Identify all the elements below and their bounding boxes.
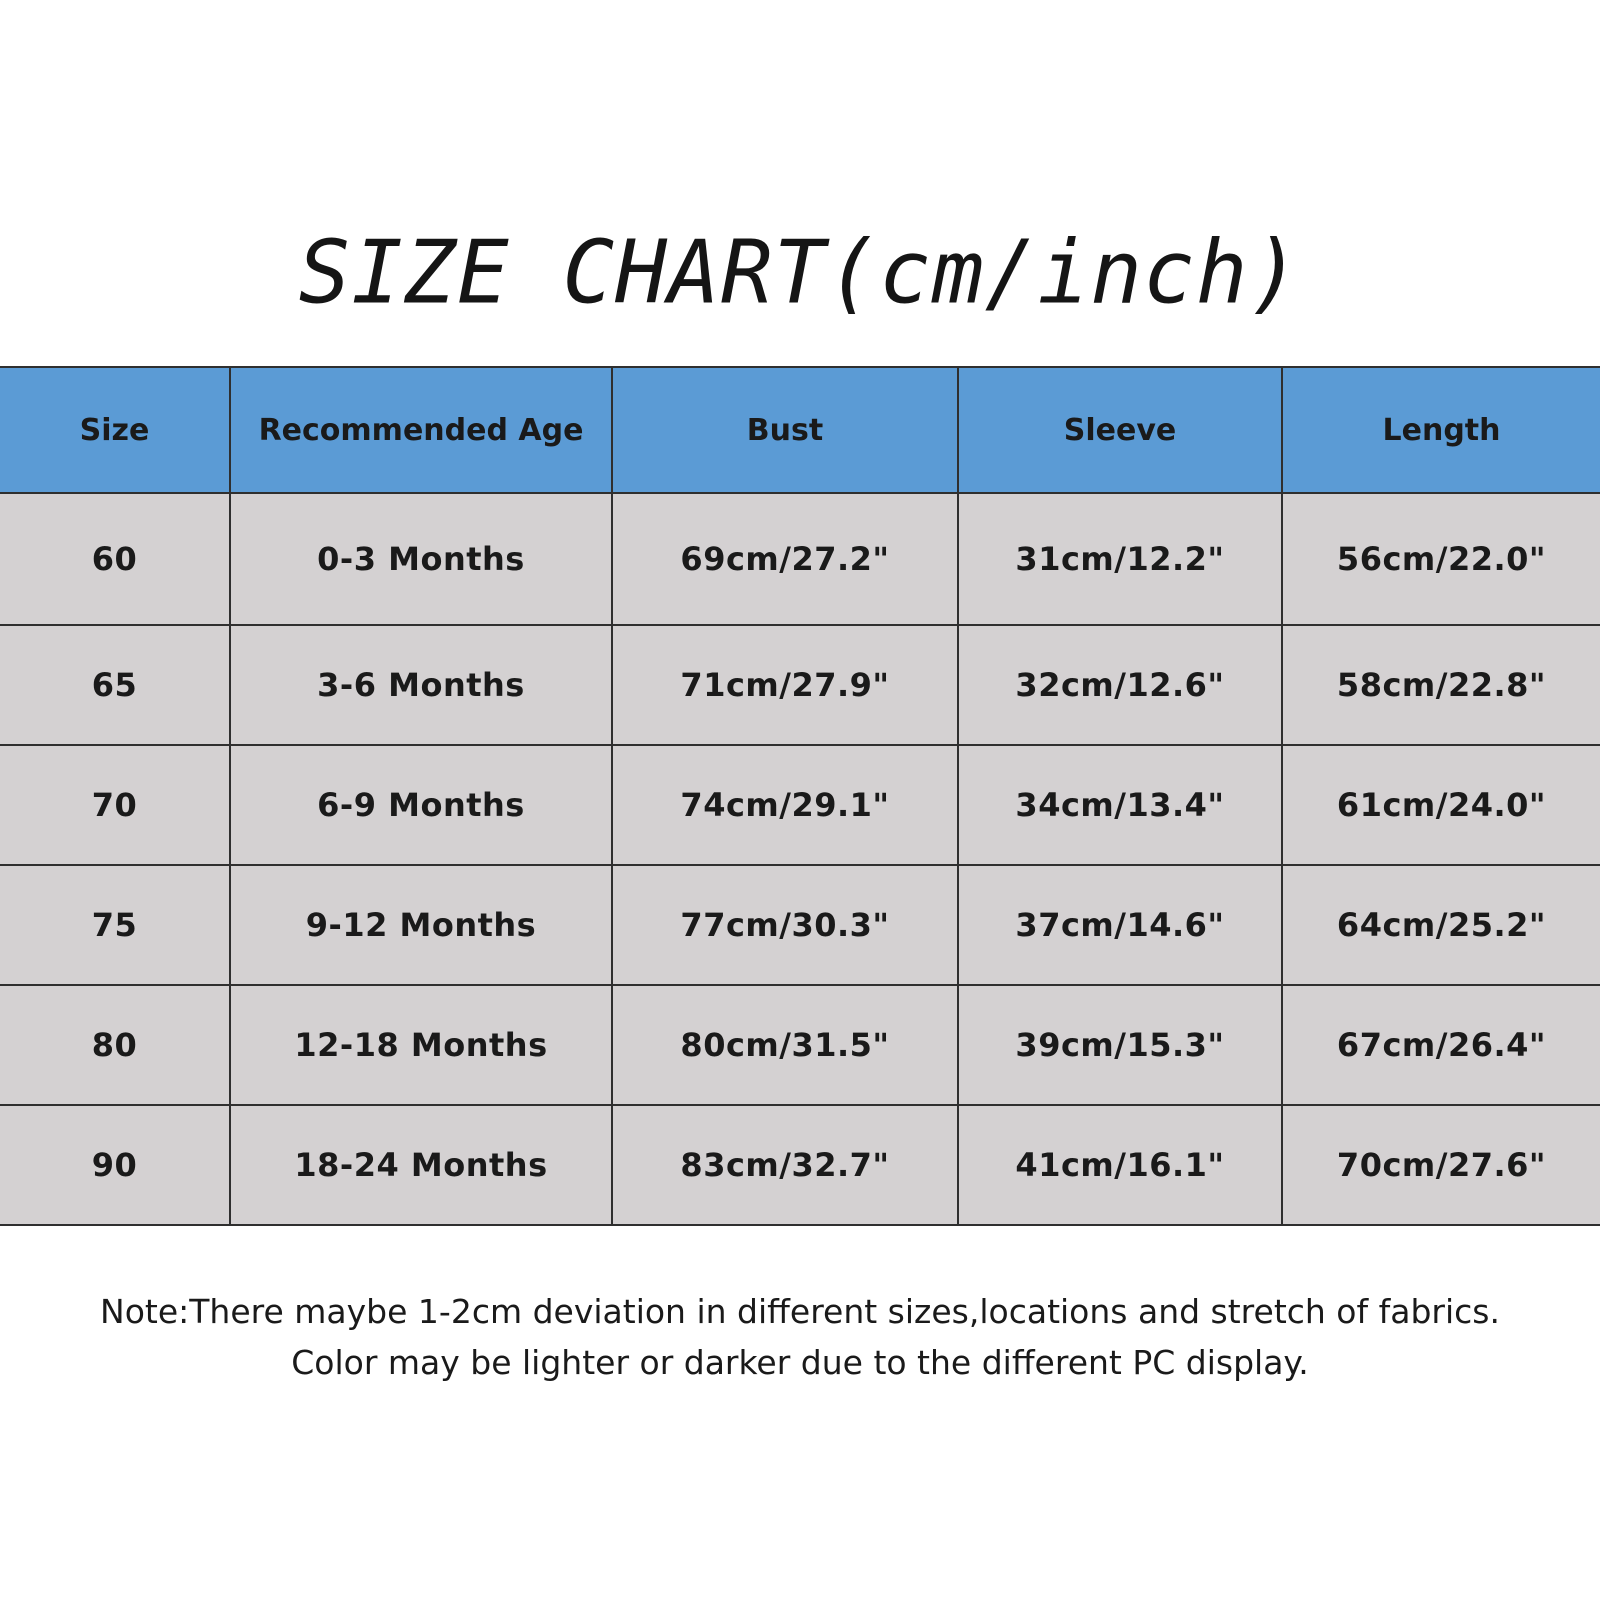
cell-size: 75 <box>0 865 230 985</box>
cell-recommended-age: 0-3 Months <box>230 493 612 625</box>
table-header <box>0 367 1600 493</box>
cell-recommended-age: 3-6 Months <box>230 625 612 745</box>
cell-length: 70cm/27.6" <box>1282 1105 1600 1225</box>
cell-bust: 80cm/31.5" <box>612 985 958 1105</box>
cell-bust: 77cm/30.3" <box>612 865 958 985</box>
table-row <box>0 745 1600 865</box>
cell-size: 90 <box>0 1105 230 1225</box>
cell-sleeve: 32cm/12.6" <box>958 625 1282 745</box>
cell-length: 56cm/22.0" <box>1282 493 1600 625</box>
cell-size: 70 <box>0 745 230 865</box>
cell-sleeve: 37cm/14.6" <box>958 865 1282 985</box>
cell-recommended-age: 18-24 Months <box>230 1105 612 1225</box>
size-chart-table <box>0 366 1600 1226</box>
header-length: Length <box>1282 367 1600 493</box>
cell-bust: 74cm/29.1" <box>612 745 958 865</box>
table-row <box>0 625 1600 745</box>
cell-recommended-age: 6-9 Months <box>230 745 612 865</box>
header-bust: Bust <box>612 367 958 493</box>
cell-recommended-age: 9-12 Months <box>230 865 612 985</box>
header-sleeve: Sleeve <box>958 367 1282 493</box>
cell-size: 60 <box>0 493 230 625</box>
table-row <box>0 1105 1600 1225</box>
header-recommended-age: Recommended Age <box>230 367 612 493</box>
cell-size: 80 <box>0 985 230 1105</box>
cell-sleeve: 31cm/12.2" <box>958 493 1282 625</box>
note-text <box>0 1286 1600 1388</box>
header-row <box>0 367 1600 493</box>
cell-sleeve: 41cm/16.1" <box>958 1105 1282 1225</box>
note-line-deviation: Note:There maybe 1-2cm deviation in different sizes,locations and stretch of fabrics. <box>100 1292 1500 1331</box>
header-size: Size <box>0 367 230 493</box>
cell-length: 61cm/24.0" <box>1282 745 1600 865</box>
size-chart-title: SIZE CHART(cm/inch) <box>298 222 1302 324</box>
cell-bust: 69cm/27.2" <box>612 493 958 625</box>
cell-bust: 83cm/32.7" <box>612 1105 958 1225</box>
cell-sleeve: 34cm/13.4" <box>958 745 1282 865</box>
cell-bust: 71cm/27.9" <box>612 625 958 745</box>
note-line-color: Color may be lighter or darker due to the different PC display. <box>291 1343 1309 1382</box>
table-row <box>0 865 1600 985</box>
cell-length: 64cm/25.2" <box>1282 865 1600 985</box>
cell-length: 58cm/22.8" <box>1282 625 1600 745</box>
table-row <box>0 985 1600 1105</box>
table-body <box>0 493 1600 1225</box>
cell-sleeve: 39cm/15.3" <box>958 985 1282 1105</box>
cell-recommended-age: 12-18 Months <box>230 985 612 1105</box>
table-row <box>0 493 1600 625</box>
cell-length: 67cm/26.4" <box>1282 985 1600 1105</box>
cell-size: 65 <box>0 625 230 745</box>
